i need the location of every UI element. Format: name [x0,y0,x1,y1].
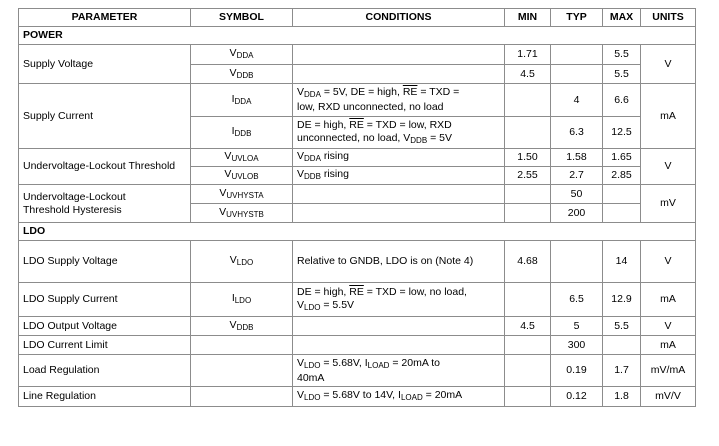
symbol-vdda [191,45,293,65]
symbol-vddb [191,65,293,84]
cond-v: V [297,168,305,180]
symbol-main: V [219,186,227,199]
conditions-cell [293,84,505,117]
max-value [603,185,641,204]
typ-value: 4 [551,84,603,117]
units-value: V [641,241,696,283]
max-value: 12.9 [603,283,641,317]
conditions-cell [293,283,505,317]
symbol-subscript: DDB [234,129,252,138]
max-value [603,336,641,355]
cond-re-overline: $\overline{RE}$ [402,86,418,98]
spec-table-container [18,8,696,407]
param-ldo-supply-voltage: LDO Supply Voltage [19,241,191,283]
typ-value: 1.58 [551,149,603,167]
cond-text: 40mA [297,371,325,384]
symbol-subscript: UVLOB [231,172,259,181]
cond-text: = 5.5V [320,298,355,311]
symbol-ildo [191,283,293,317]
max-value: 14 [603,241,641,283]
min-value: 4.68 [505,241,551,283]
cond-text: rising [320,168,349,180]
typ-value: 50 [551,185,603,204]
min-value [505,355,551,387]
cond-v-subscript: DDA [304,154,321,163]
conditions-cell [293,204,505,223]
min-value [505,84,551,117]
header-conditions: CONDITIONS [293,9,505,27]
max-value: 5.5 [603,65,641,84]
cond-v-subscript: DDB [410,135,428,145]
min-value: 2.55 [505,167,551,185]
section-row-ldo [19,223,696,241]
cond-text: = 20mA [422,389,463,401]
table-row [19,336,696,355]
section-row-power [19,27,696,45]
typ-value: 2.7 [551,167,603,185]
symbol-subscript: DDB [236,70,254,80]
cond-v-subscript: DDA [304,90,321,99]
conditions-cell [293,185,505,204]
header-symbol: SYMBOL [191,9,293,27]
cond-text: unconnected, no load, V [297,131,411,144]
conditions-cell [293,336,505,355]
cond-text: low, RXD unconnected, no load [297,101,444,113]
max-value: 5.5 [603,45,641,65]
symbol-idda [191,84,293,117]
symbol-subscript: UVHYSTA [226,190,264,200]
max-value [603,204,641,223]
min-value: 1.71 [505,45,551,65]
cond-v: V [297,150,305,162]
header-parameter: PARAMETER [19,9,191,27]
symbol-subscript: DDB [236,322,254,332]
max-value: 5.5 [603,317,641,336]
typ-value: 6.5 [551,283,603,317]
typ-value [551,65,603,84]
cond-v: V [297,298,305,311]
typ-value: 300 [551,336,603,355]
conditions-cell [293,317,505,336]
units-value: mA [641,336,696,355]
min-value: 1.50 [505,149,551,167]
cond-re-overline: $\overline{RE}$ [349,118,364,131]
cond-text: = 5V [427,131,452,144]
units-value: mV/mA [641,355,696,387]
max-value: 1.65 [603,149,641,167]
cond-re-overline: $\overline{RE}$ [349,285,364,298]
typ-value: 200 [551,204,603,223]
header-min: MIN [505,9,551,27]
cond-v-subscript: LDO [304,302,321,312]
cond-text: DE = high, [297,285,350,298]
electrical-characteristics-table [18,8,696,407]
typ-value: 0.19 [551,355,603,387]
units-value: mA [641,84,696,149]
section-title-ldo: LDO [19,223,696,241]
symbol-subscript: LDO [236,258,254,267]
conditions-cell [293,167,505,185]
cond-v: V [297,86,305,98]
header-typ: TYP [551,9,603,27]
cond-v-subscript: LDO [304,360,321,370]
param-ldo-supply-current: LDO Supply Current [19,283,191,317]
max-value: 2.85 [603,167,641,185]
min-value [505,185,551,204]
param-line: Threshold Hysteresis [23,203,122,216]
conditions-cell [293,117,505,149]
conditions-cell [293,387,505,407]
conditions-cell: Relative to GNDB, LDO is on (Note 4) [293,241,505,283]
table-row [19,241,696,283]
table-row [19,45,696,65]
cond-text: DE = high, [297,118,350,131]
param-line-regulation: Line Regulation [19,387,191,407]
symbol-cell [191,336,293,355]
min-value: 4.5 [505,65,551,84]
cond-text: = 20mA to [389,356,440,369]
table-row [19,317,696,336]
symbol-main: I [231,292,235,304]
symbol-vuvhysta [191,185,293,204]
symbol-main: V [219,205,227,218]
symbol-vddb [191,317,293,336]
symbol-subscript: UVHYSTB [226,209,264,219]
cond-text: = 5.68V, I [320,356,368,369]
max-value: 1.8 [603,387,641,407]
cond-v: V [297,356,305,369]
units-value: mV [641,185,696,223]
table-row [19,387,696,407]
units-value: V [641,45,696,84]
param-ldo-current-limit: LDO Current Limit [19,336,191,355]
min-value [505,336,551,355]
cond-i-subscript: LOAD [367,360,390,370]
symbol-cell [191,387,293,407]
units-value: V [641,317,696,336]
param-load-regulation: Load Regulation [19,355,191,387]
conditions-cell [293,149,505,167]
cond-text: = 5.68V to 14V, I [320,389,401,401]
table-row [19,185,696,204]
param-uvlo-hysteresis [19,185,191,223]
min-value [505,117,551,149]
symbol-vldo [191,241,293,283]
cond-v-subscript: LDO [304,393,321,402]
header-units: UNITS [641,9,696,27]
cond-text: = TXD = [417,86,460,98]
param-line: Undervoltage-Lockout [23,190,126,203]
conditions-cell [293,65,505,84]
units-value: mV/V [641,387,696,407]
max-value: 6.6 [603,84,641,117]
cond-text: = TXD = low, no load, [363,285,467,298]
header-max: MAX [603,9,641,27]
param-supply-voltage: Supply Voltage [19,45,191,84]
symbol-main: I [231,125,235,137]
cond-v-subscript: DDB [304,172,321,181]
param-uvlo-threshold: Undervoltage-Lockout Threshold [19,149,191,185]
min-value [505,283,551,317]
max-value: 1.7 [603,355,641,387]
symbol-main: I [231,92,235,105]
table-row [19,84,696,117]
cond-v: V [297,389,305,401]
min-value [505,387,551,407]
symbol-main: V [229,66,237,79]
symbol-vuvhystb [191,204,293,223]
param-ldo-output-voltage: LDO Output Voltage [19,317,191,336]
conditions-cell [293,45,505,65]
symbol-main: V [229,254,237,266]
typ-value: 5 [551,317,603,336]
cond-text: rising [320,150,349,162]
symbol-subscript: LDO [234,296,252,305]
symbol-vuvlob [191,167,293,185]
cond-i-subscript: LOAD [400,393,423,402]
symbol-iddb [191,117,293,149]
typ-value: 0.12 [551,387,603,407]
max-value: 12.5 [603,117,641,149]
symbol-subscript: DDA [234,96,252,106]
units-value: mA [641,283,696,317]
cond-text: = 5V, DE = high, [320,86,403,98]
typ-value [551,45,603,65]
min-value: 4.5 [505,317,551,336]
typ-value: 6.3 [551,117,603,149]
symbol-subscript: DDA [236,51,254,60]
symbol-main: V [224,150,232,162]
typ-value [551,241,603,283]
symbol-main: V [229,318,237,331]
units-value: V [641,149,696,185]
section-title-power: POWER [19,27,696,45]
cond-text: = TXD = low, RXD [363,118,452,131]
min-value [505,204,551,223]
table-row [19,283,696,317]
table-row [19,149,696,167]
symbol-main: V [229,47,237,59]
symbol-cell [191,355,293,387]
symbol-vuvloa [191,149,293,167]
symbol-main: V [224,168,232,180]
conditions-cell [293,355,505,387]
param-supply-current: Supply Current [19,84,191,149]
table-row [19,355,696,387]
header-row [19,9,696,27]
symbol-subscript: UVLOA [231,154,259,163]
